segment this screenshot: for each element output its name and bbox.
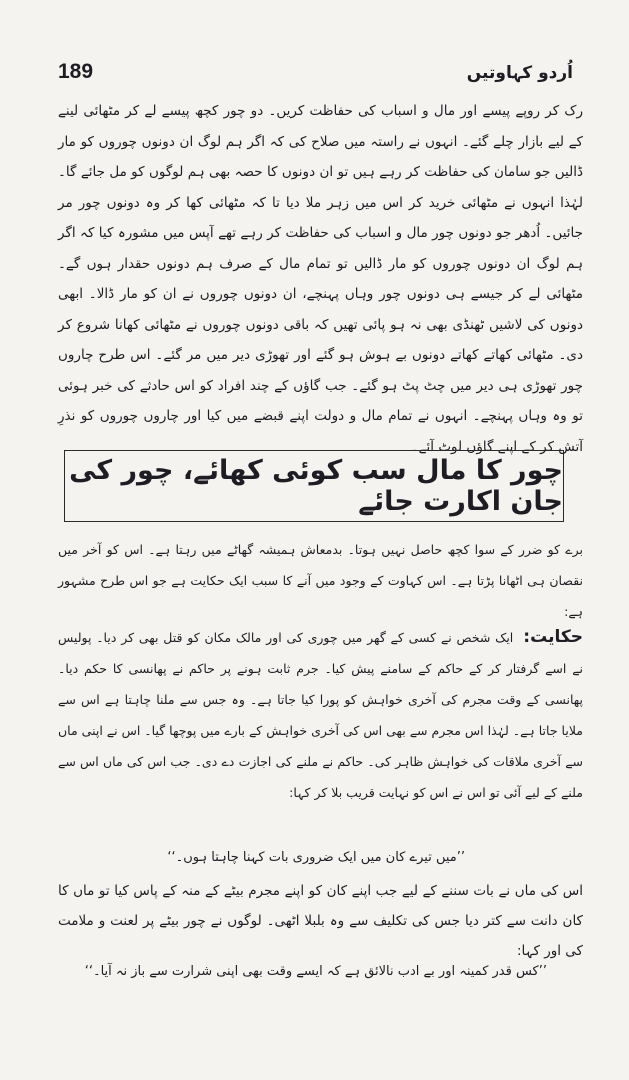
- page-number: 189: [58, 60, 94, 83]
- story-paragraph: رک کر روپے پیسے اور مال و اسباب کی حفاظت کریں۔ دو چور کچھ پیسے لے کر مٹھائی لینے کے لیے بازار چلے گئے۔ انہوں نے راستہ میں صلاح کی کہ اگر ہم لوگ ان دونوں چوروں کو مار ڈالیں جو سامان کی حفاظت کر رہے ہیں تو ان دونوں کا حصہ بھی ہم لوگوں کو مل جائے گا۔ لہٰذا انہوں نے مٹھائی خرید کر اس میں زہر ملا دیا تا کہ مٹھائی کھا کر وہ دونوں چور مر جائیں۔ اُدھر جو دونوں چور مال و اسباب کی حفاظت کر رہے تھے آپس میں مشورہ کیا کہ اگر ہم لوگ ان دونوں چوروں کو مار ڈالیں تو تمام مال کے صرف ہم دونوں حقدار ہوں گے۔ مٹھائی لے کر جیسے ہی دونوں چور وہاں پہنچے، ان دونوں چوروں نے ان کو مار ڈالا۔ ابھی دونوں کی لاشیں ٹھنڈی بھی نہ ہو پائی تھیں کہ باقی دونوں چوروں نے مٹھائی کھانا شروع کر دی۔ مٹھائی کھاتے کھاتے دونوں بے ہوش ہو گئے اور تھوڑی دیر میں مر گئے۔ اس طرح چاروں چور تھوڑی ہی دیر میں چٹ پٹ ہو گئے۔ جب گاؤں کے چند افراد کو اس حادثے کی خبر ہوئی تو وہ وہاں پہنچے۔ انہوں نے تمام مال و دولت اپنے قبضے میں کیا اور چاروں چوروں کو نذرِ آتش کر کے اپنے گاؤں لوٹ آئے۔: [58, 103, 583, 455]
- hikayat-text: ایک شخص نے کسی کے گھر میں چوری کی اور مالک مکان کو قتل بھی کر دیا۔ پولیس نے اسے گرفتار کر کے حاکم کے سامنے پیش کیا۔ جرم ثابت ہونے پر حاکم نے پھانسی کا حکم دیا۔ پھانسی کے وقت مجرم کی آخری خواہش کو پورا کیا جاتا ہے۔ وہ جس سے ملنا چاہتا ہے اس سے ملایا جاتا ہے۔ لہٰذا اس مجرم سے بھی اس کی آخری خواہش کے بارے میں پوچھا گیا۔ اس نے اپنی ماں سے آخری ملاقات کی خواہش ظاہر کی۔ حاکم نے ملنے کی اجازت دے دی۔ جب اس کی ماں اس سے ملنے کے لیے آئی تو اس نے اس کو نہایت قریب بلا کر کہا:: [58, 630, 583, 800]
- hikayat-label: حکایت:: [523, 627, 583, 647]
- running-header: اُردو کہاوتیں: [466, 63, 573, 83]
- quote-people: ’’کس قدر کمینہ اور بے ادب نالائق ہے کہ ایسے وقت بھی اپنی شرارت سے باز نہ آیا۔‘‘: [84, 964, 547, 979]
- hikayat-paragraph-2: اس کی ماں نے بات سننے کے لیے جب اپنے کان کو اپنے مجرم بیٹے کے منہ کے پاس کیا تو ماں کا کان دانت سے کتر دیا جس کی تکلیف سے وہ بلبلا اٹھی۔ لوگوں نے چور بیٹے پر لعنت و ملامت کی اور کہا:: [58, 883, 583, 959]
- proverb-heading-box: [64, 450, 564, 522]
- proverb-heading: چور کا مال سب کوئی کھائے، چور کی جان اکارت جائے: [69, 455, 563, 517]
- hikayat-paragraph: [58, 622, 583, 808]
- quote-son: ’’میں تیرے کان میں ایک ضروری بات کہنا چاہتا ہوں۔‘‘: [167, 850, 465, 865]
- explanation-paragraph: برے کو ضرر کے سوا کچھ حاصل نہیں ہوتا۔ بدمعاش ہمیشہ گھاٹے میں رہتا ہے۔ اس کو آخر میں نقصان ہی اٹھانا پڑتا ہے۔ اس کہاوت کے وجود میں آنے کا سبب ایک حکایت ہے جو اس طرح مشہور ہے:: [58, 542, 583, 619]
